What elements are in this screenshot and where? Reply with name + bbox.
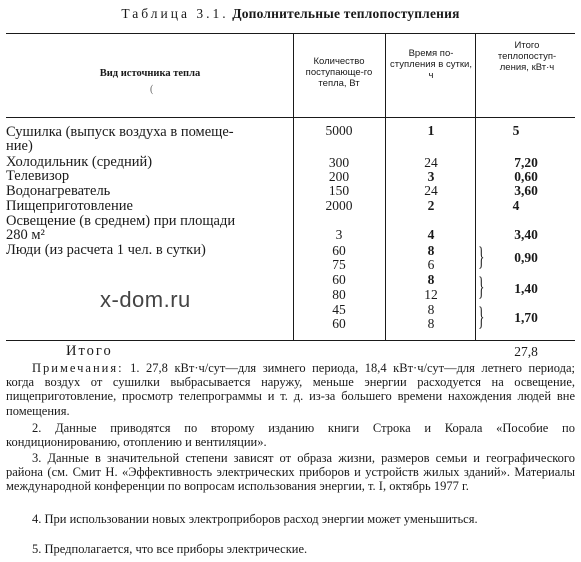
table-number: Таблица 3.1. [121,6,229,21]
header-quantity: Количество поступающе-го тепла, Вт [305,56,373,89]
watermark: x-dom.ru [100,287,191,312]
note-1 [6,361,575,418]
row-qty-dryer: 5000 [325,123,353,138]
col-divider-1 [293,33,294,340]
notes-heading: Примечания: [32,361,124,375]
col-divider-3 [475,33,476,340]
header-total: Итого теплопоступ-ления, кВт·ч [497,40,557,73]
row-time-dryer: 1 [427,123,435,138]
row-label-lighting: Освещение (в среднем) при площади [6,213,236,229]
row-time-heater: 24 [424,183,438,198]
row-total-dryer: 5 [512,123,520,138]
table-title [0,6,581,22]
row-total-cooking: 4 [512,198,520,213]
people-time-5: 8 [427,302,435,317]
row-total-tv: 0,60 [514,169,538,184]
row-total-heater: 3,60 [514,183,538,198]
people-total-1: 0,90 [514,250,538,265]
people-time-6: 8 [427,316,435,331]
stray-mark: ( [150,84,154,95]
people-time-2: 6 [427,257,435,272]
row-qty-fridge: 300 [328,155,350,170]
people-time-1: 8 [427,243,435,258]
header-time: Время по-ступления в сутки, ч [390,48,472,81]
row-time-fridge: 24 [424,155,438,170]
row-time-lighting: 4 [427,227,435,242]
row-qty-lighting: 3 [335,227,343,242]
people-qty-6: 60 [332,316,346,331]
table-caption: Дополнительные теплопоступления [232,6,460,21]
row-label-tv: Телевизор [6,168,70,184]
row-label-heater: Водонагреватель [6,183,111,199]
row-time-cooking: 2 [427,198,435,213]
row-total-lighting: 3,40 [514,227,538,242]
note-3: 3. Данные в значительной степени зависят от образа жизни, размеров семьи и географического района (см. Смит Н. «Эффективность электрических приборов и устройств жилых зданий». Материалы международной конференции по вопросам использования энергии, т. I, октябрь 1977 г. [6,451,575,494]
row-qty-cooking: 2000 [325,198,353,213]
row-label-dryer-cont: ние) [6,138,33,154]
people-qty-1: 60 [332,243,346,258]
brace-2: } [478,272,485,301]
row-label-dryer: Сушилка (выпуск воздуха в помеще- [6,124,234,140]
row-label-people: Люди (из расчета 1 чел. в сутки) [6,242,206,258]
col-divider-2 [385,33,386,340]
people-qty-3: 60 [332,272,346,287]
row-label-lighting-cont: 280 м² [6,227,45,243]
total-label: Итого [66,343,113,359]
table-header-rule [6,117,575,118]
people-qty-4: 80 [332,287,346,302]
people-time-4: 12 [424,287,438,302]
header-source: Вид источника тепла [99,68,201,79]
people-qty-2: 75 [332,257,346,272]
row-total-fridge: 7,20 [514,155,538,170]
total-value: 27,8 [514,344,538,359]
row-label-cooking: Пищеприготовление [6,198,133,214]
note-1-text: 1. 27,8 кВт·ч/сут—для зимнего периода, 18,4 кВт·ч/сут—для летнего периода; когда воздух от сушилки выбрасывается наружу, меньше энергии расходуется на освещение, пищеприготовление, просмотр телепрограммы и т. д. из-за большего времени нахождения людей вне помещения. [6,361,575,418]
row-label-fridge: Холодильник (средний) [6,154,153,170]
table-bottom-rule [6,340,575,341]
row-time-tv: 3 [427,169,435,184]
people-total-3: 1,70 [514,310,538,325]
row-qty-heater: 150 [328,183,350,198]
note-5: 5. Предполагается, что все приборы электрические. [32,542,308,556]
note-4: 4. При использовании новых электроприборов расход энергии может уменьшиться. [32,512,478,526]
brace-1: } [478,242,485,271]
row-qty-tv: 200 [328,169,350,184]
people-qty-5: 45 [332,302,346,317]
people-total-2: 1,40 [514,281,538,296]
note-2: 2. Данные приводятся по второму изданию книги Строка и Корала «Пособие по кондиционированию, отоплению и вентиляции». [6,421,575,450]
table-top-rule [6,33,575,34]
brace-3: } [478,302,485,331]
people-time-3: 8 [427,272,435,287]
